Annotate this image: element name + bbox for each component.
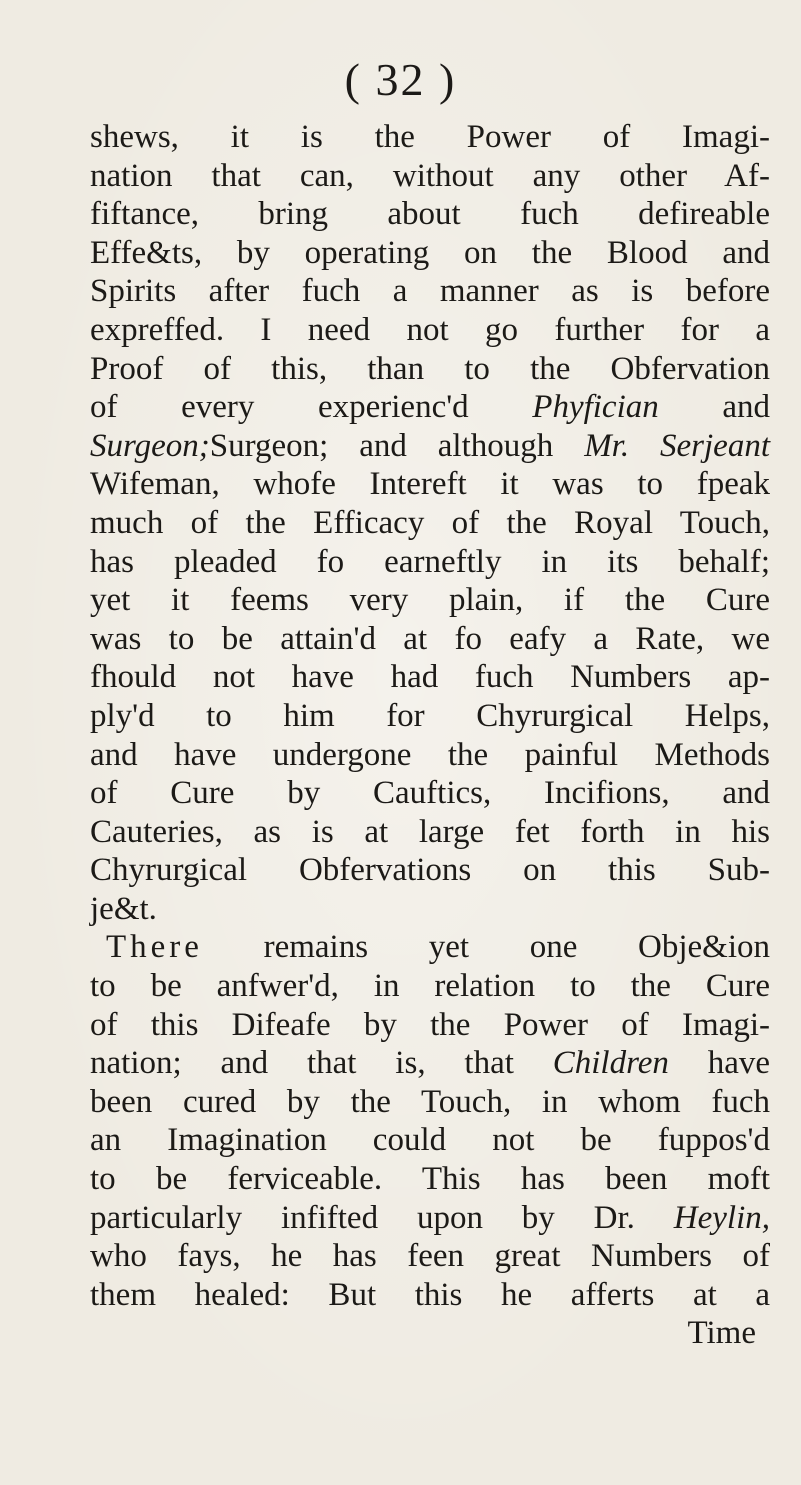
catchword: Time [687, 1315, 756, 1352]
text-line: nation that can, without any other Af- [90, 157, 770, 194]
italic-word: Surgeon; [90, 427, 210, 464]
text-line: Chyrurgical Obfervations on this Sub- [90, 852, 770, 889]
text-line: of this Difeafe by the Power of Imagi- [90, 1006, 770, 1043]
text-line: them healed: But this he afferts at a [90, 1276, 770, 1313]
italic-word: Heylin, [673, 1199, 770, 1236]
text-line: There remains yet one Obje&ion [106, 929, 770, 966]
body-text [90, 118, 770, 1353]
text-line: much of the Efficacy of the Royal Touch, [90, 504, 770, 541]
text-line: je&t. [90, 890, 157, 927]
text-line: has pleaded fo earneftly in its behalf; [90, 543, 770, 580]
text-line: Proof of this, than to the Obfervation [90, 350, 770, 387]
text-line: who fays, he has feen great Numbers of [90, 1238, 770, 1275]
text-line: an Imagination could not be fuppos'd [90, 1122, 770, 1159]
text-line: Surgeon;Surgeon; and although Mr. Serjeant [90, 427, 770, 464]
page-number: ( 32 ) [344, 54, 457, 105]
text-line: ply'd to him for Chyrurgical Helps, [90, 697, 770, 734]
text-line: was to be attain'd at fo eafy a Rate, we [90, 620, 770, 657]
text-line: nation; and that is, that Children have [90, 1045, 770, 1082]
text-line: fhould not have had fuch Numbers ap- [90, 659, 770, 696]
text-line: to be anfwer'd, in relation to the Cure [90, 968, 770, 1005]
text-line: shews, it is the Power of Imagi- [90, 119, 770, 155]
text-line: of every experienc'd Phyfician and [90, 389, 770, 426]
text-line: and have undergone the painful Methods [90, 736, 770, 773]
text-line: fiftance, bring about fuch defireable [90, 196, 770, 233]
small-caps-word: There [106, 929, 203, 966]
italic-word: Phyfician [532, 389, 659, 426]
text-line: been cured by the Touch, in whom fuch [90, 1083, 770, 1120]
text-line: of Cure by Cauftics, Incifions, and [90, 775, 770, 812]
text-line: Wifeman, whofe Intereft it was to fpeak [90, 466, 770, 503]
text-line: particularly infifted upon by Dr. Heylin, [90, 1199, 770, 1236]
text-line: Effe&ts, by operating on the Blood and [90, 234, 770, 271]
italic-word: Children [552, 1045, 669, 1082]
text-line: to be ferviceable. This has been moft [90, 1161, 770, 1198]
italic-word: Mr. Serjeant [584, 427, 770, 464]
text-line: Cauteries, as is at large fet forth in his [90, 813, 770, 850]
text-line: Spirits after fuch a manner as is before [90, 273, 770, 310]
text-line: expreffed. I need not go further for a [90, 311, 770, 348]
text-line: yet it feems very plain, if the Cure [90, 582, 770, 619]
